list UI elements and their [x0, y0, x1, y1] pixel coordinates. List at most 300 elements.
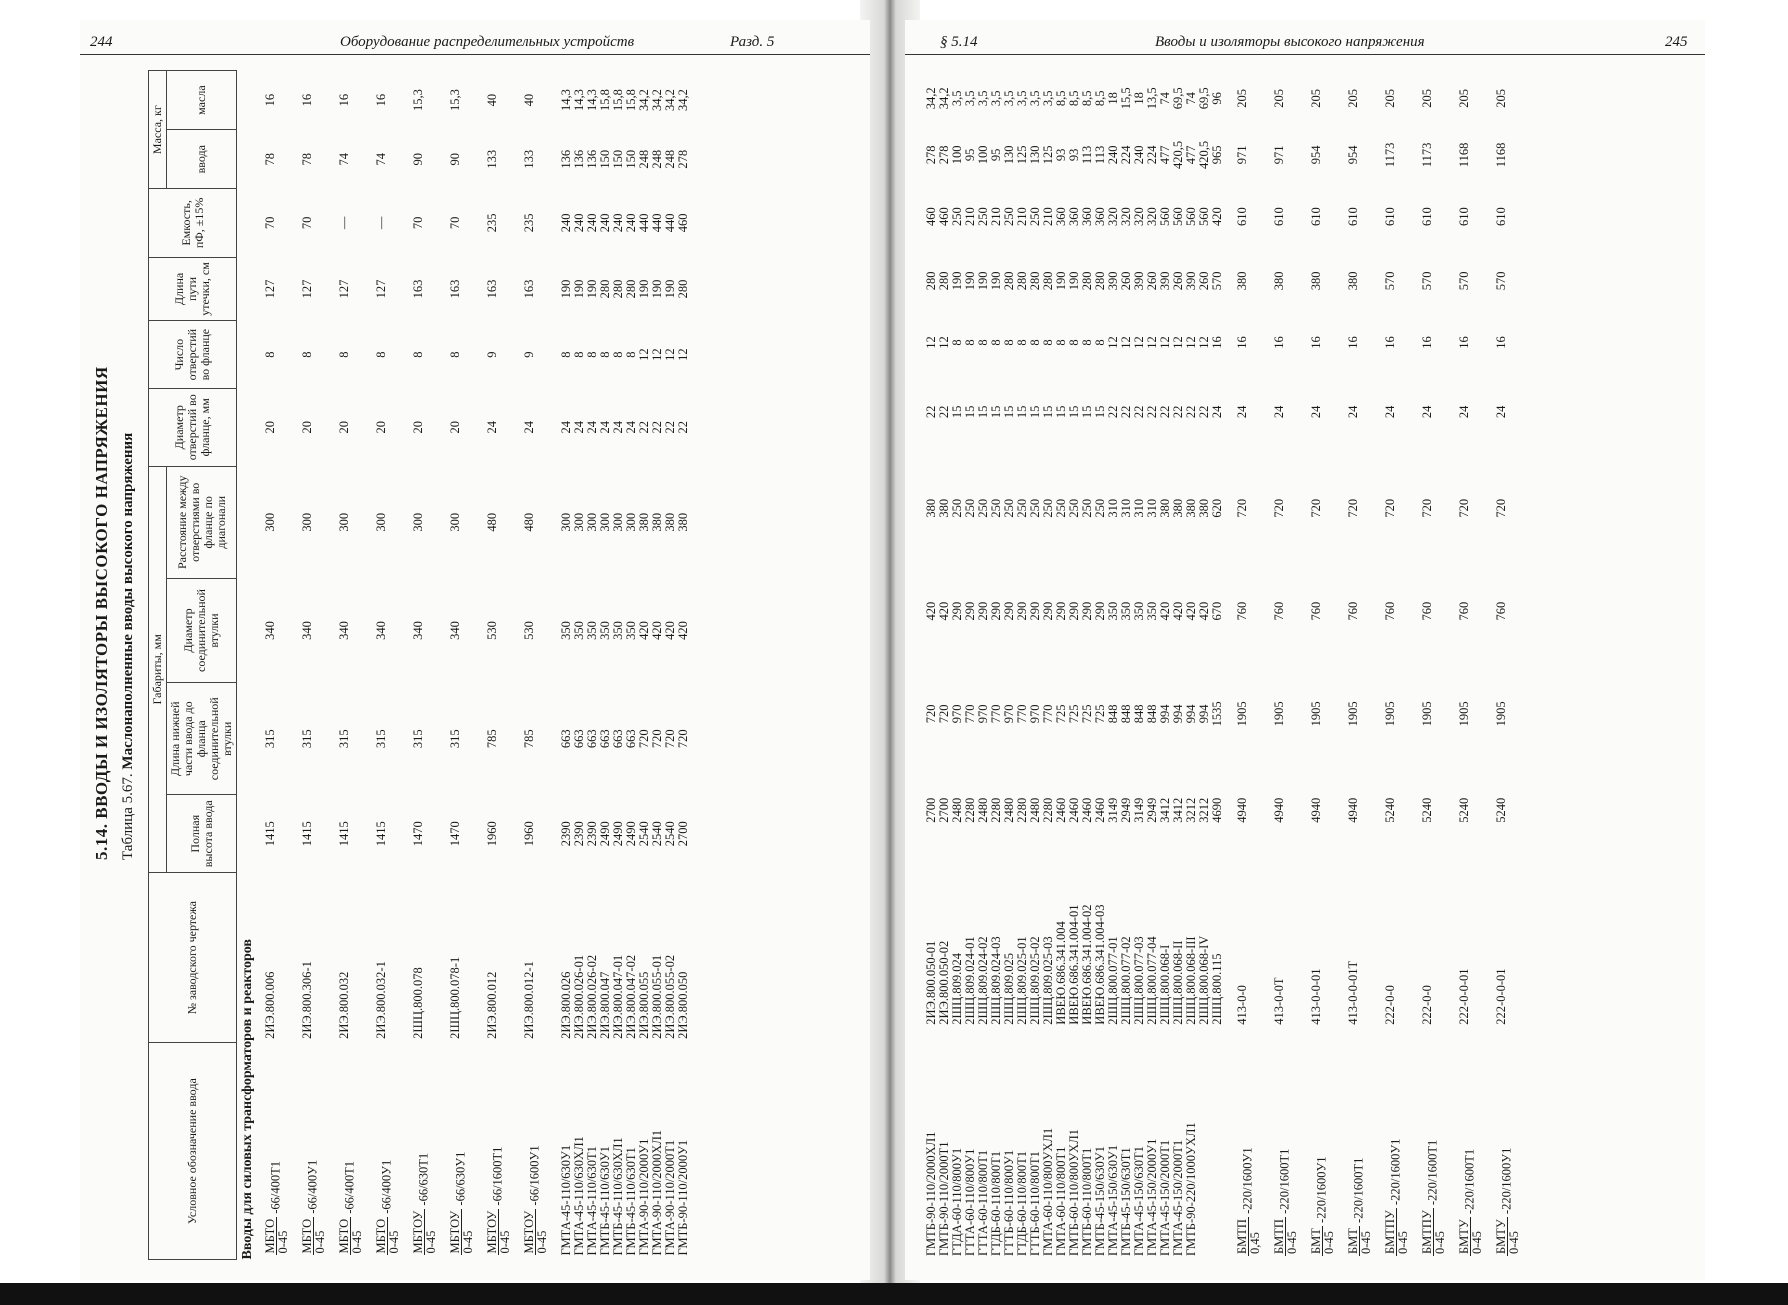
cell-leak: 280	[611, 279, 625, 299]
cell-mi: 240	[1106, 145, 1120, 165]
cell-h: 1470	[448, 821, 462, 847]
cell-sl: 290	[1080, 601, 1094, 621]
cell-cap: 70	[300, 216, 314, 230]
table-row	[295, 71, 332, 1260]
cell-mi: 74	[374, 152, 388, 166]
cell-mi: 954	[1346, 145, 1360, 165]
cell-cap: 210	[1015, 207, 1029, 226]
cell-cap: 320	[1132, 207, 1146, 226]
bushing-designation: ГМТА-45-150/630Т1	[1132, 1146, 1146, 1256]
cell-cnt: 16	[1494, 336, 1508, 349]
cell-hd: 250	[1028, 498, 1042, 518]
cell-low: 663	[559, 729, 573, 749]
cell-h: 2460	[1054, 797, 1068, 823]
cell-cap: 610	[1383, 207, 1397, 226]
drawing-number: 222-0-0-01	[1457, 968, 1471, 1025]
cell-dia: 22	[1184, 405, 1198, 419]
cell-hd: 480	[522, 512, 536, 532]
table-row	[1185, 70, 1198, 1260]
cell-leak: 190	[1054, 271, 1068, 291]
cell-mo: 18	[1132, 92, 1146, 105]
cell-mo: 3,5	[976, 90, 990, 107]
cell-mo: 96	[1210, 92, 1224, 105]
bushing-designation: ГМТБ-60-110/800УХЛ1	[1067, 1129, 1081, 1256]
cell-h: 4940	[1272, 797, 1286, 823]
cell-cap: 610	[1235, 207, 1249, 226]
drawing-number: 2ШЦ.809.024-02	[976, 936, 990, 1025]
bushing-designation: ГМТА-45-150/630У1	[1106, 1144, 1120, 1256]
cell-dia: 24	[611, 421, 625, 434]
table-row	[977, 70, 990, 1260]
bushing-designation: ГТТБ-60-110/800Т1	[1028, 1151, 1042, 1256]
right-running-header	[905, 30, 1705, 55]
cell-h: 2949	[1119, 797, 1133, 823]
drawing-number: 2ШЦ.800.068-III	[1184, 936, 1198, 1025]
cell-mo: 205	[1272, 88, 1286, 108]
bushing-designation: ГМТА-45-110/630Т1	[585, 1146, 599, 1256]
cell-cnt: 8	[263, 351, 277, 358]
bushing-designation: ГМТА-90-110/2000У1	[637, 1138, 651, 1256]
table-row	[369, 71, 406, 1260]
cell-hd: 300	[263, 512, 277, 532]
cell-low: 663	[624, 729, 638, 749]
cell-mi: 136	[572, 149, 586, 169]
bushing-designation: ГМТА-45-110/630У1	[559, 1144, 573, 1256]
cell-leak: 127	[374, 279, 388, 299]
cell-leak: 280	[676, 279, 690, 299]
cell-dia: 22	[924, 405, 938, 419]
table-row	[1081, 70, 1094, 1260]
table-row	[1133, 70, 1146, 1260]
cell-leak: 163	[522, 279, 536, 299]
cell-low: 725	[1067, 704, 1081, 724]
cell-hd: 380	[650, 512, 664, 532]
cell-leak: 390	[1158, 271, 1172, 291]
cell-hd: 310	[1106, 498, 1120, 518]
cell-mi: 1173	[1383, 142, 1397, 168]
bushing-designation: ГМТБ-45-110/630У1	[598, 1146, 612, 1256]
table-row	[586, 71, 599, 1260]
cell-h: 4940	[1346, 797, 1360, 823]
cell-mi: 90	[448, 152, 462, 166]
cell-hd: 720	[1457, 498, 1471, 518]
cell-cap: 460	[924, 207, 938, 226]
cell-hd: 300	[411, 512, 425, 532]
drawing-number: 2ИЭ.800.055	[637, 971, 651, 1039]
cell-leak: 260	[1197, 271, 1211, 291]
cell-leak: 190	[585, 279, 599, 299]
right-page	[905, 20, 1705, 1280]
col-header-mass-oil: масла	[167, 71, 237, 130]
drawing-number: ИВЕЮ.686.341.004	[1054, 921, 1068, 1025]
drawing-number: 2ИЭ.800.032	[337, 971, 351, 1039]
bushing-designation: МБТОУ 0-45 -66/630Т1	[411, 1152, 438, 1254]
table-row	[964, 70, 977, 1260]
drawing-number: 2ШЦ.809.024	[950, 953, 964, 1025]
cell-low: 663	[572, 729, 586, 749]
col-header-mass: Масса, кг	[149, 71, 167, 189]
cell-mi: 224	[1145, 145, 1159, 165]
drawing-number: 2ШЦ.800.077-04	[1145, 936, 1159, 1025]
cell-hd: 250	[1054, 498, 1068, 518]
cell-leak: 163	[411, 279, 425, 299]
cell-sl: 420	[650, 621, 664, 640]
cell-sl: 340	[411, 621, 425, 640]
cell-dia: 20	[337, 421, 351, 434]
cell-hd: 720	[1346, 498, 1360, 518]
cell-cap: 70	[263, 216, 277, 230]
cell-mi: 248	[650, 149, 664, 169]
cell-dia: 20	[300, 421, 314, 434]
cell-cnt: 8	[976, 339, 990, 346]
cell-dia: 22	[1158, 405, 1172, 419]
cell-low: 1535	[1210, 701, 1224, 727]
drawing-number: 222-0-0-01	[1494, 968, 1508, 1025]
cell-sl: 760	[1346, 601, 1360, 621]
cell-dia: 22	[937, 405, 951, 419]
cell-dia: 22	[676, 421, 690, 434]
cell-hd: 250	[1002, 498, 1016, 518]
cell-low: 720	[924, 704, 938, 724]
page-number: 245	[1665, 34, 1688, 50]
table-caption: Таблица 5.67. Маслонаполненные вводы высокого напряжения	[120, 432, 136, 860]
cell-leak: 127	[300, 279, 314, 299]
cell-h: 2700	[676, 821, 690, 847]
bushing-designation: ГМТБ-45-110/630Т1	[624, 1147, 638, 1256]
drawing-number: 2ИЭ.800.306-1	[300, 961, 314, 1039]
drawing-number: 2ИЭ.800.055-01	[650, 954, 664, 1039]
cell-h: 2490	[611, 821, 625, 847]
col-header-cap: Емкость, пФ, ±15%	[149, 189, 237, 257]
cell-leak: 127	[263, 279, 277, 299]
cell-cnt: 12	[1132, 336, 1146, 349]
cell-cnt: 8	[624, 351, 638, 358]
table-row	[1042, 70, 1055, 1260]
table-row	[1016, 70, 1029, 1260]
table-row	[1415, 70, 1452, 1260]
cell-mo: 16	[374, 93, 388, 107]
cell-mo: 8,5	[1080, 90, 1094, 107]
table-row	[1198, 70, 1211, 1260]
table-row	[1029, 70, 1042, 1260]
cell-cnt: 16	[1346, 336, 1360, 349]
cell-cap: 610	[1420, 207, 1434, 226]
col-header-mass-input: ввода	[167, 130, 237, 189]
cell-hd: 620	[1210, 498, 1224, 518]
bushing-designation: ГМТА-90-110/2000Т1	[663, 1139, 677, 1256]
cell-mo: 205	[1383, 88, 1397, 108]
cell-cnt: 8	[1041, 339, 1055, 346]
cell-mo: 34,2	[637, 89, 651, 112]
cell-cap: 560	[1171, 207, 1185, 226]
table-row	[938, 70, 951, 1260]
cell-sl: 420	[1171, 601, 1185, 621]
cell-low: 994	[1171, 704, 1185, 724]
cell-cnt: 16	[1383, 336, 1397, 349]
cell-low: 315	[448, 729, 462, 749]
bushing-designation: БМТ 0-45 -220/1600Т1	[1346, 1157, 1373, 1254]
cell-sl: 290	[1067, 601, 1081, 621]
cell-sl: 290	[1054, 601, 1068, 621]
cell-leak: 380	[1235, 271, 1249, 291]
cell-cap: —	[374, 216, 388, 230]
cell-cnt: 16	[1420, 336, 1434, 349]
drawing-number: 2ИЭ.800.032-1	[374, 961, 388, 1039]
cell-h: 2490	[598, 821, 612, 847]
cell-hd: 300	[337, 512, 351, 532]
cell-mo: 74	[1184, 92, 1198, 105]
cell-low: 970	[1002, 704, 1016, 724]
cell-leak: 163	[485, 279, 499, 299]
cell-mi: 278	[937, 145, 951, 165]
cell-hd: 250	[963, 498, 977, 518]
cell-leak: 570	[1210, 271, 1224, 291]
bushing-designation	[1198, 1029, 1211, 1260]
cell-mo: 8,5	[1067, 90, 1081, 107]
cell-mi: 1168	[1494, 142, 1508, 168]
cell-cnt: 8	[1054, 339, 1068, 346]
cell-cap: 240	[559, 213, 573, 233]
cell-low: 315	[300, 729, 314, 749]
cell-leak: 260	[1171, 271, 1185, 291]
cell-leak: 280	[1093, 271, 1107, 291]
cell-mi: 78	[263, 152, 277, 166]
cell-mo: 69,5	[1197, 87, 1211, 110]
cell-sl: 290	[1002, 601, 1016, 621]
bushing-designation: ГТТБ-60-110/800У1	[1002, 1149, 1016, 1256]
bushing-designation: ГМТА-45-150/2000У1	[1145, 1138, 1159, 1256]
col-header-hole-count: Число отверстий во фланце	[149, 321, 237, 389]
cell-hd: 380	[937, 498, 951, 518]
cell-hd: 310	[1119, 498, 1133, 518]
col-header-hole-dist: Расстояние между отверстиями во фланце по диагонали	[167, 466, 237, 578]
cell-mi: 93	[1054, 148, 1068, 162]
cell-h: 2480	[976, 797, 990, 823]
section-ref: § 5.14	[940, 34, 978, 50]
cell-sl: 340	[300, 621, 314, 640]
cell-cnt: 8	[1028, 339, 1042, 346]
cell-h: 4690	[1210, 797, 1224, 823]
drawing-number: 2ИЭ.800.026	[559, 971, 573, 1039]
drawing-number: 2ИЭ.800.047-02	[624, 954, 638, 1039]
col-header-leak: Длина пути утечки, см	[149, 257, 237, 321]
table-row	[677, 71, 690, 1260]
cell-mo: 14,3	[585, 89, 599, 112]
col-header-sleeve: Диаметр соединительной втулки	[167, 578, 237, 682]
cell-hd: 300	[448, 512, 462, 532]
col-header-hole-diam: Диаметр отверстий во фланце, мм	[149, 388, 237, 466]
cell-low: 725	[1054, 704, 1068, 724]
cell-mi: 95	[963, 148, 977, 162]
cell-sl: 290	[1093, 601, 1107, 621]
cell-hd: 250	[950, 498, 964, 518]
cell-mi: 136	[559, 149, 573, 169]
drawing-number: 413-0-0-01	[1309, 968, 1323, 1025]
cell-mo: 3,5	[963, 90, 977, 107]
cell-cap: 70	[411, 216, 425, 230]
col-header-dims: Габариты, мм	[149, 466, 167, 872]
cell-cap: 560	[1158, 207, 1172, 226]
table-row	[1094, 70, 1107, 1260]
cell-mi: 477	[1158, 145, 1172, 165]
cell-hd: 300	[300, 512, 314, 532]
cell-cnt: 12	[650, 348, 664, 361]
cell-mi: 224	[1119, 145, 1133, 165]
cell-leak: 190	[963, 271, 977, 291]
cell-cap: 610	[1272, 207, 1286, 226]
cell-mi: 136	[585, 149, 599, 169]
cell-hd: 380	[1171, 498, 1185, 518]
cell-mi: 93	[1067, 148, 1081, 162]
table-row	[1159, 70, 1172, 1260]
drawing-number: 2ИЭ.800.050	[676, 971, 690, 1039]
table-row	[664, 71, 677, 1260]
cell-dia: 15	[1028, 405, 1042, 419]
cell-cnt: 8	[448, 351, 462, 358]
cell-low: 994	[1184, 704, 1198, 724]
drawing-number: 2ШЦ.809.025	[1002, 953, 1016, 1025]
cell-sl: 420	[937, 601, 951, 621]
drawing-number: 2ШЦ.800.077-03	[1132, 936, 1146, 1025]
cell-dia: 22	[1145, 405, 1159, 419]
cell-cnt: 8	[1080, 339, 1094, 346]
cell-dia: 15	[1015, 405, 1029, 419]
cell-low: 663	[598, 729, 612, 749]
cell-mo: 40	[522, 93, 536, 107]
cell-hd: 250	[976, 498, 990, 518]
cell-h: 2390	[585, 821, 599, 847]
bushing-designation: ГТДА-60-110/800У1	[950, 1147, 964, 1256]
bushing-designation: ГМТА-45-110/630ХЛ1	[572, 1136, 586, 1256]
cell-low: 848	[1119, 704, 1133, 724]
drawing-number: 2ШЦ.800.078-1	[448, 956, 462, 1039]
cell-sl: 760	[1420, 601, 1434, 621]
page-number: 244	[90, 34, 113, 50]
cell-h: 2540	[650, 821, 664, 847]
cell-cap: 420	[1210, 207, 1224, 226]
cell-cnt: 8	[598, 351, 612, 358]
cell-leak: 260	[1119, 271, 1133, 291]
bushing-designation: ГМТА-45-150/2000Т1	[1158, 1139, 1172, 1256]
cell-low: 785	[522, 729, 536, 749]
table-row	[1068, 70, 1081, 1260]
cell-leak: 163	[448, 279, 462, 299]
cell-h: 2540	[637, 821, 651, 847]
cell-mi: 78	[300, 152, 314, 166]
table-row	[480, 71, 517, 1260]
cell-mo: 34,2	[676, 89, 690, 112]
cell-mo: 16	[337, 93, 351, 107]
cell-mo: 34,2	[937, 87, 951, 110]
cell-mi: 278	[924, 145, 938, 165]
drawing-number: 2ШЦ.800.078	[411, 967, 425, 1039]
bushing-designation: МБТО 0-45 -66/400Т1	[263, 1160, 290, 1254]
cell-low: 1905	[1346, 701, 1360, 727]
cell-mo: 14,3	[559, 89, 573, 112]
cell-leak: 280	[924, 271, 938, 291]
cell-sl: 420	[1197, 601, 1211, 621]
cell-low: 770	[989, 704, 1003, 724]
cell-cap: 250	[950, 207, 964, 226]
table-row	[258, 71, 295, 1260]
cell-cap: 240	[624, 213, 638, 233]
cell-leak: 280	[1080, 271, 1094, 291]
bushing-designation: МБТОУ 0-45 -66/1600У1	[522, 1145, 549, 1254]
cell-h: 2460	[1080, 797, 1094, 823]
cell-cnt: 12	[1197, 336, 1211, 349]
cell-cnt: 12	[1106, 336, 1120, 349]
running-title: Оборудование распределительных устройств	[340, 34, 635, 50]
cell-h: 1415	[374, 821, 388, 847]
cell-sl: 760	[1383, 601, 1397, 621]
col-header-drawing: № заводского чертежа	[149, 873, 237, 1043]
section-ref: Разд. 5	[730, 34, 775, 50]
cell-dia: 24	[598, 421, 612, 434]
cell-low: 725	[1080, 704, 1094, 724]
cell-mo: 3,5	[1002, 90, 1016, 107]
cell-mo: 15,8	[598, 89, 612, 112]
cell-hd: 380	[1158, 498, 1172, 518]
cell-mi: 240	[1132, 145, 1146, 165]
cell-cap: 70	[448, 216, 462, 230]
drawing-number: 2ШЦ.800.068-II	[1171, 940, 1185, 1025]
bushing-designation: ГТДБ-60-110/800Т1	[1015, 1151, 1029, 1256]
cell-leak: 380	[1309, 271, 1323, 291]
right-table-area	[915, 60, 1695, 1280]
cell-dia: 15	[989, 405, 1003, 419]
cell-h: 1415	[300, 821, 314, 847]
cell-cnt: 8	[1002, 339, 1016, 346]
cell-h: 5240	[1494, 797, 1508, 823]
bushing-table-right	[925, 70, 1526, 1260]
cell-cap: —	[337, 216, 351, 230]
bushing-designation: ГМТБ-60-110/800Т1	[1080, 1147, 1094, 1256]
cell-leak: 380	[1346, 271, 1360, 291]
drawing-number: 2ИЭ.800.026-01	[572, 954, 586, 1039]
cell-hd: 380	[924, 498, 938, 518]
table-row	[1267, 70, 1304, 1260]
cell-sl: 350	[1119, 601, 1133, 621]
cell-cnt: 16	[1457, 336, 1471, 349]
running-title: Вводы и изоляторы высокого напряжения	[1155, 34, 1425, 50]
cell-h: 2390	[572, 821, 586, 847]
cell-hd: 310	[1132, 498, 1146, 518]
table-row	[1120, 70, 1133, 1260]
cell-sl: 760	[1494, 601, 1508, 621]
cell-sl: 760	[1309, 601, 1323, 621]
cell-cap: 360	[1067, 207, 1081, 226]
cell-sl: 340	[263, 621, 277, 640]
cell-hd: 250	[1080, 498, 1094, 518]
table-row	[638, 71, 651, 1260]
bushing-designation: ГМТА-90-110/2000ХЛ1	[650, 1129, 664, 1256]
cell-h: 2490	[624, 821, 638, 847]
cell-mo: 3,5	[1028, 90, 1042, 107]
cell-leak: 390	[1132, 271, 1146, 291]
cell-hd: 250	[1067, 498, 1081, 518]
cell-mo: 205	[1235, 88, 1249, 108]
cell-mo: 14,3	[572, 89, 586, 112]
bushing-designation: МБТО 0-45 -66/400У1	[374, 1159, 401, 1254]
cell-dia: 15	[950, 405, 964, 419]
cell-sl: 420	[676, 621, 690, 640]
cell-hd: 720	[1420, 498, 1434, 518]
cell-h: 1415	[337, 821, 351, 847]
cell-leak: 260	[1145, 271, 1159, 291]
bushing-designation: ГМТА-60-110/800УХЛ1	[1041, 1127, 1055, 1256]
cell-leak: 190	[976, 271, 990, 291]
cell-hd: 300	[374, 512, 388, 532]
